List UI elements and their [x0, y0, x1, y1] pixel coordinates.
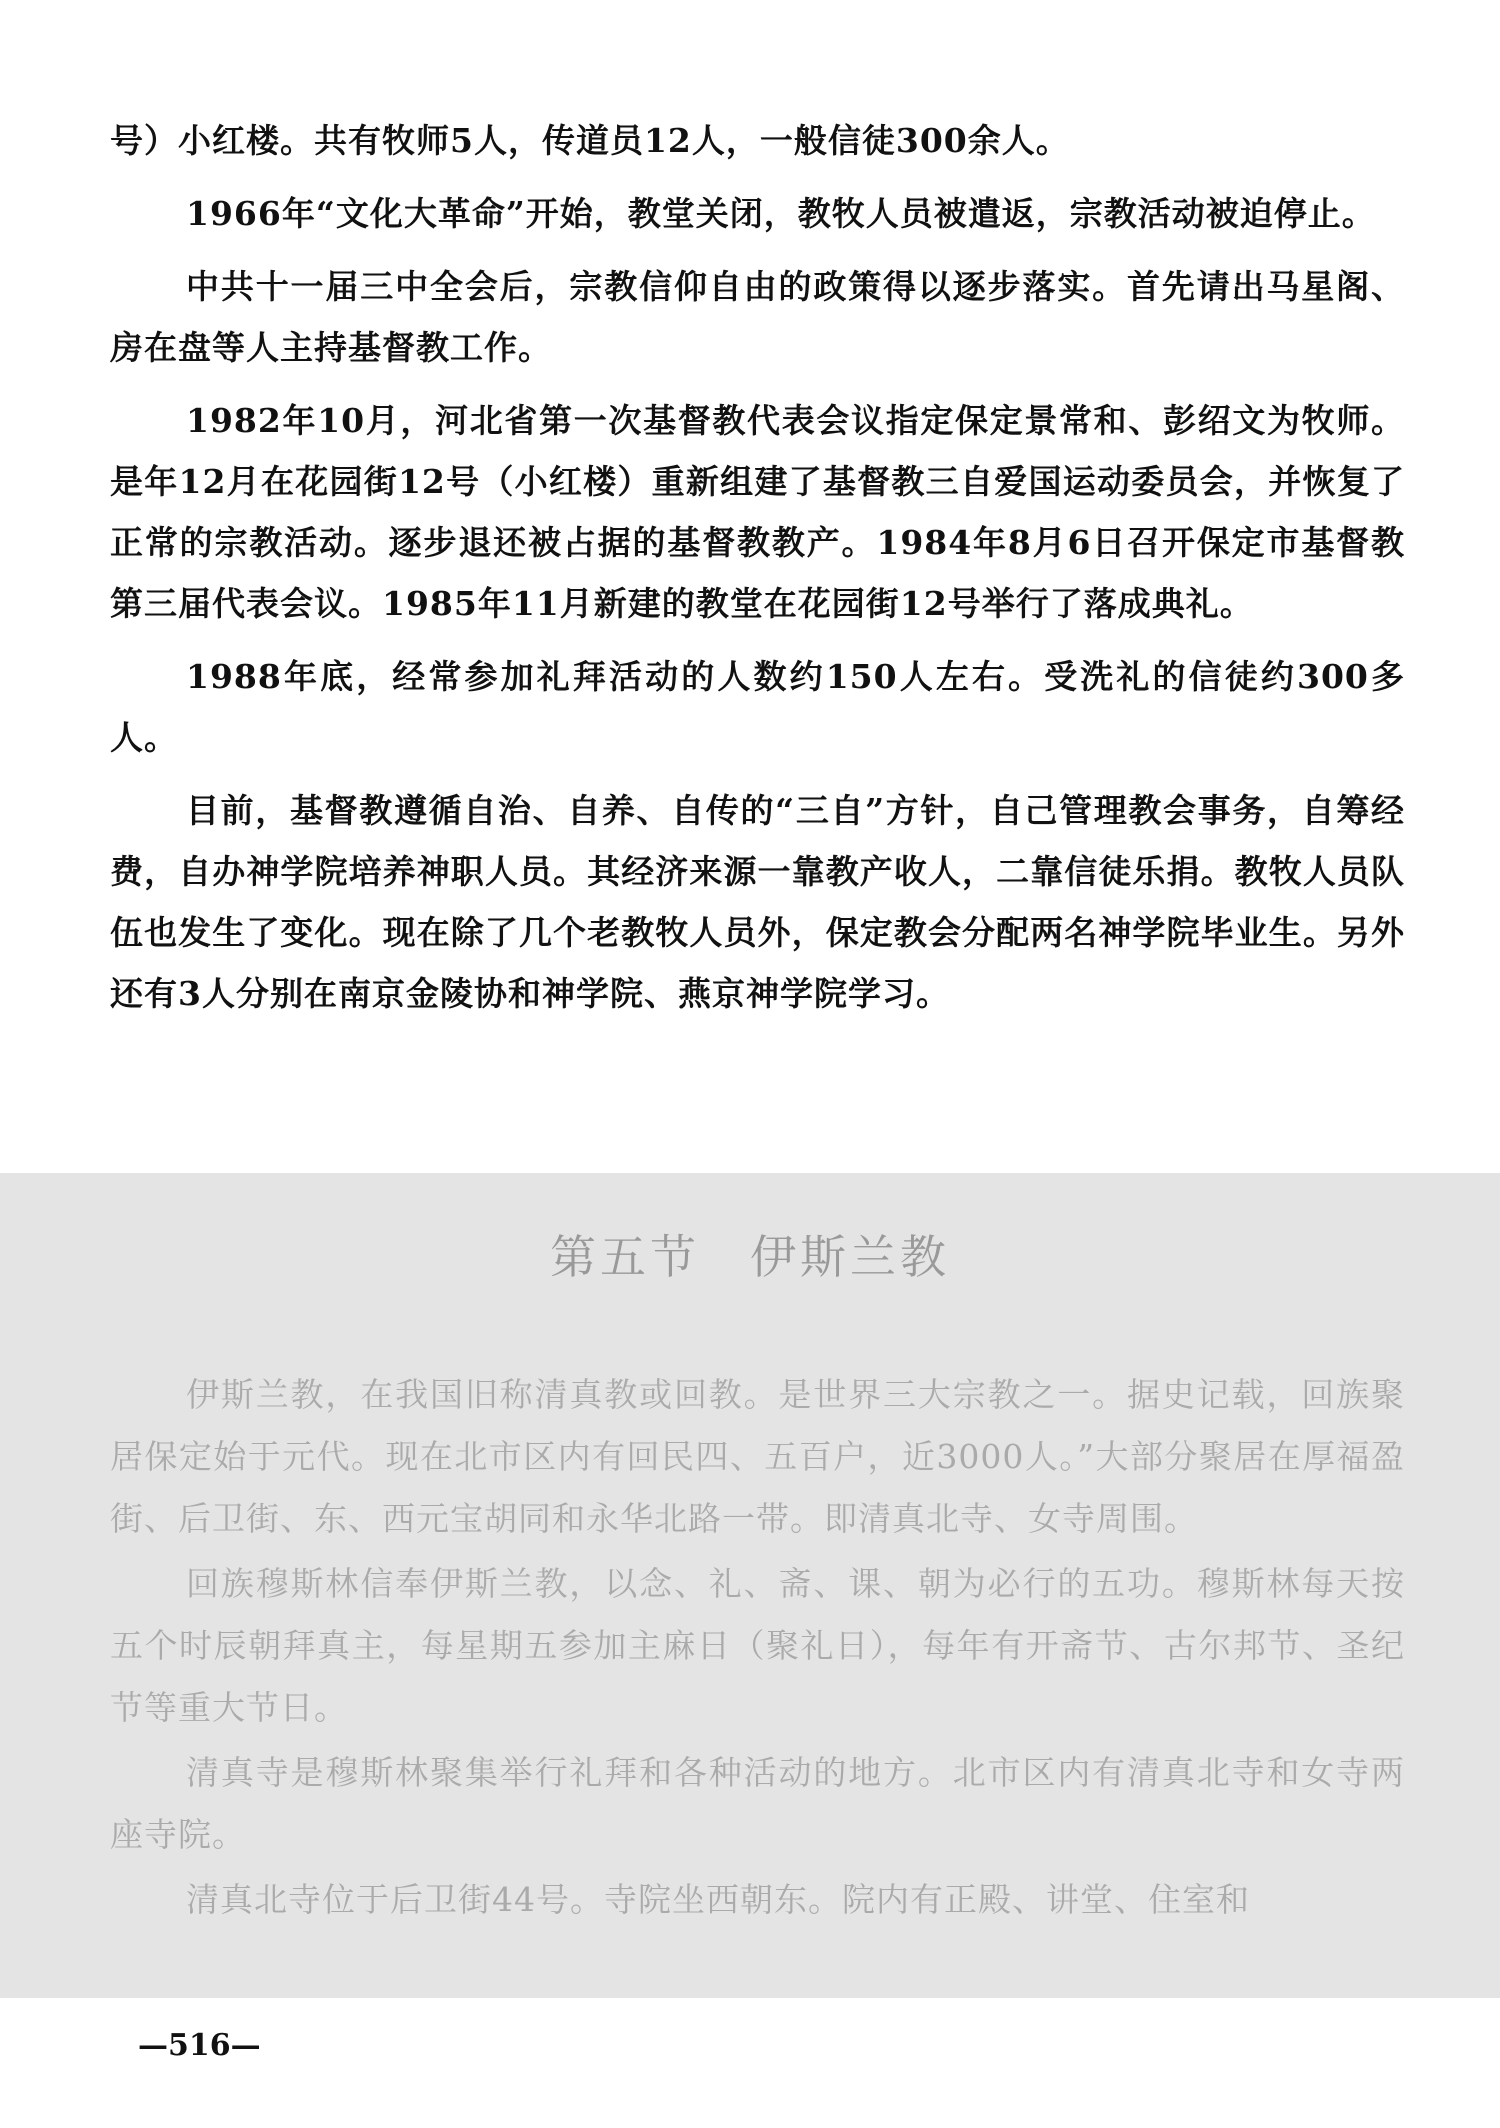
section-number: 第五节: [550, 1230, 700, 1284]
paragraph-five-pillars: 回族穆斯林信奉伊斯兰教，以念、礼、斋、课、朝为必行的五功。穆斯林每天按五个时辰朝拜真主，每星期五参加主麻日（聚礼日），每年有开斋节、古尔邦节、圣纪节等重大节日。: [110, 1564, 1405, 1727]
paragraph-mosques: 清真寺是穆斯林聚集举行礼拜和各种活动的地方。北市区内有清真北寺和女寺两座寺院。: [110, 1753, 1405, 1854]
paragraph-1988-attendance: 1988年底，经常参加礼拜活动的人数约150人左右。受洗礼的信徒约300多人。: [110, 657, 1405, 757]
section-name: 伊斯兰教: [750, 1230, 950, 1284]
paragraph-three-self: 目前，基督教遵循自治、自养、自传的“三自”方针，自己管理教会事务，自筹经费，自办神学院培养神职人员。其经济来源一靠教产收人，二靠信徒乐捐。教牧人员队伍也发生了变化。现在除了几个老教牧人员外，保定教会分配两名神学院毕业生。另外还有3人分别在南京金陵协和神学院、燕京神学院学习。: [110, 791, 1405, 1013]
paragraph-1982-events: 1982年10月，河北省第一次基督教代表会议指定保定景常和、彭绍文为牧师。是年12月在花园街12号（小红楼）重新组建了基督教三自爱国运动委员会，并恢复了正常的宗教活动。逐步退还被占据的基督教教产。1984年8月6日召开保定市基督教第三届代表会议。1985年11月新建的教堂在花园街12号举行了落成典礼。: [110, 401, 1405, 623]
paragraph-cultural-revolution: 1966年“文化大革命”开始，教堂关闭，教牧人员被遣返，宗教活动被迫停止。: [186, 194, 1376, 233]
page-number: —516—: [138, 2028, 261, 2063]
paragraph-islam-intro: 伊斯兰教，在我国旧称清真教或回教。是世界三大宗教之一。据史记载，回族聚居保定始于元代。现在北市区内有回民四、五百户，近3000人。”大部分聚居在厚福盈街、后卫街、东、西元宝胡同和永华北路一带。即清真北寺、女寺周围。: [110, 1375, 1405, 1538]
upper-text-block: [110, 110, 1405, 1036]
paragraph-policy-restoration: 中共十一届三中全会后，宗教信仰自由的政策得以逐步落实。首先请出马星阁、房在盘等人主持基督教工作。: [110, 267, 1405, 367]
paragraph-north-mosque: 清真北寺位于后卫街44号。寺院坐西朝东。院内有正殿、讲堂、住室和: [186, 1880, 1250, 1919]
section-heading: [0, 1227, 1500, 1287]
paragraph-continuation: 号）小红楼。共有牧师5人，传道员12人，一般信徒300余人。: [110, 121, 1070, 160]
lower-text-block: [110, 1364, 1405, 1934]
